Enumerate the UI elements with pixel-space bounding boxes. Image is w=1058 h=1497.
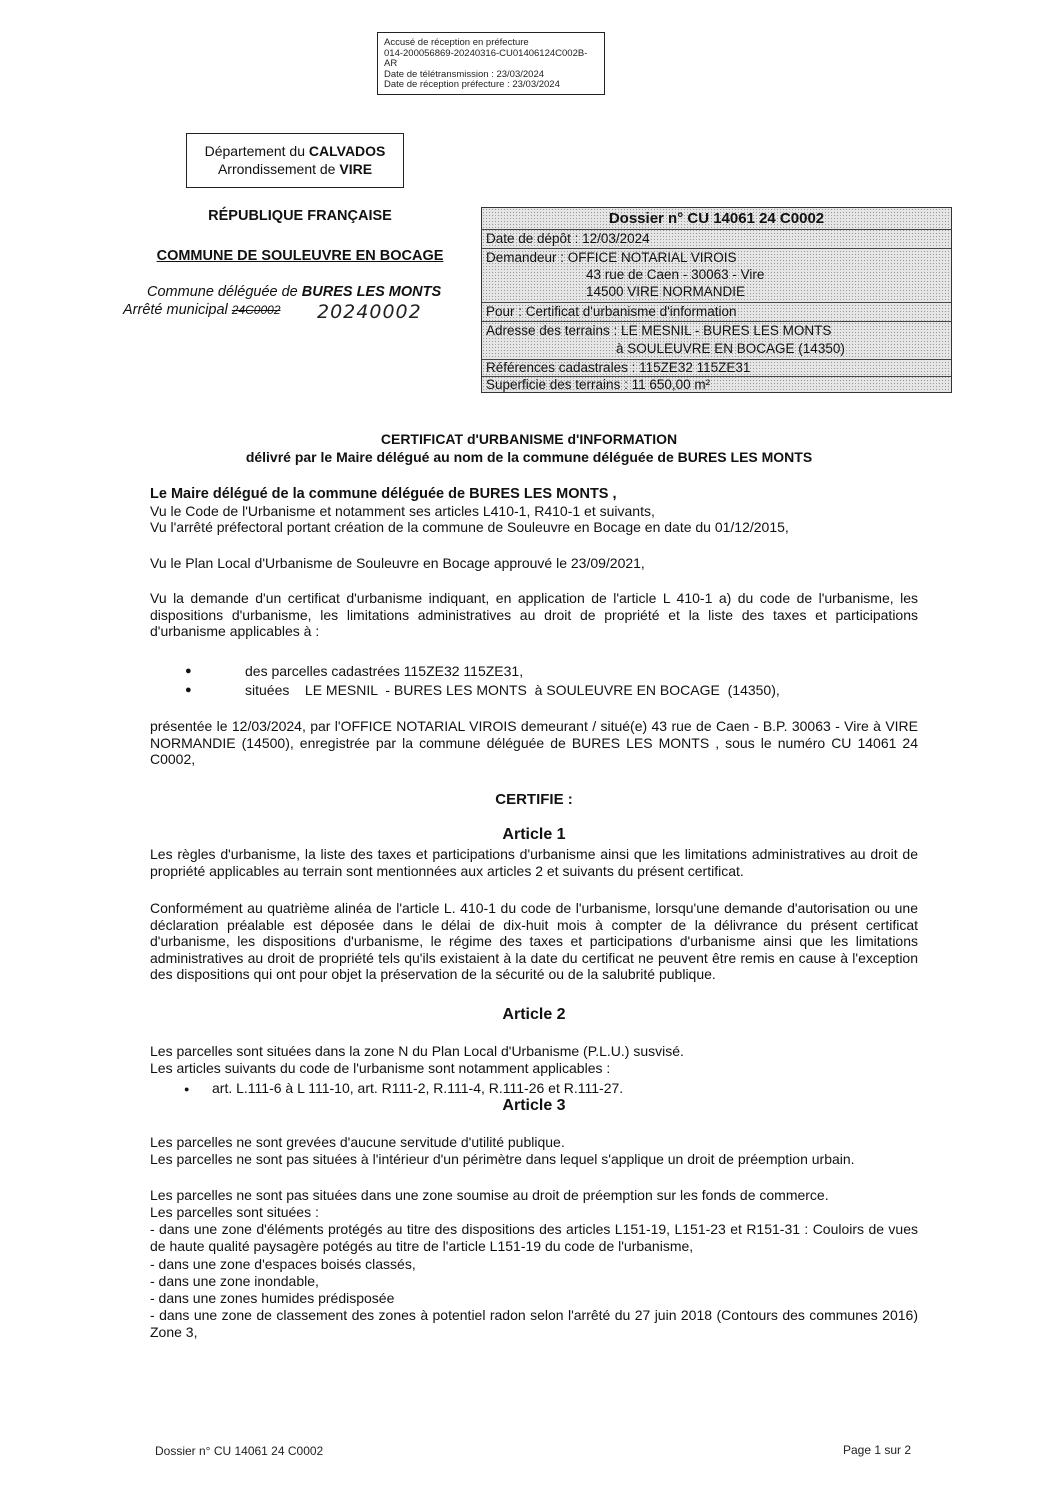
parcelles-bullet: des parcelles cadastrées 115ZE32 115ZE31, [245, 663, 524, 679]
arrete-municipal: Arrêté municipal 24C0002 [123, 302, 281, 318]
vu-demande: Vu la demande d'un certificat d'urbanisme indiquant, en application de l'article L 410-1 a) du code de l'urbanisme, les dispositions d'urbanisme, les limitations administratives au droit de propriété et la liste des taxes et participations d'urbanisme applicables à : [150, 590, 918, 639]
republique-heading: RÉPUBLIQUE FRANÇAISE [208, 208, 392, 224]
article-2-title: Article 2 [502, 1006, 566, 1023]
department-box [186, 133, 404, 188]
bullet-icon: ● [184, 1084, 190, 1094]
arrete-struck-number: 24C0002 [231, 303, 281, 317]
situees-bullet: situées LE MESNIL - BURES LES MONTS à SOULEUVRE EN BOCAGE (14350), [245, 682, 780, 698]
footer-dossier: Dossier n° CU 14061 24 C0002 [155, 1444, 324, 1458]
vu-plan-local: Vu le Plan Local d'Urbanisme de Souleuvre en Bocage approuvé le 23/09/2021, [150, 555, 645, 571]
dossier-adresse: Adresse des terrains : LE MESNIL - BURES LES MONTS à SOULEUVRE EN BOCAGE (14350) [482, 322, 951, 360]
vu-code-urbanisme: Vu le Code de l'Urbanisme et notamment ses articles L410-1, R410-1 et suivants, [150, 503, 655, 519]
arrete-handwritten-number: 20240002 [317, 301, 422, 323]
bullet-icon: ● [185, 684, 192, 696]
article-3-title: Article 3 [502, 1097, 566, 1114]
receipt-line-2: 014-200056869-20240316-CU01406124C002B-AR [384, 47, 588, 69]
article-3-line-6: - dans une zone d'espaces boisés classés, [150, 1256, 416, 1272]
department-line: Département du CALVADOS [204, 143, 386, 159]
dossier-box [481, 207, 952, 393]
commune-heading: COMMUNE DE SOULEUVRE EN BOCAGE [156, 248, 444, 264]
presentee-paragraph: présentée le 12/03/2024, par l'OFFICE NOTARIAL VIROIS demeurant / situé(e) 43 rue de Caen - B.P. 30063 - Vire à VIRE NORMANDIE (14500), enregistrée par la commune déléguée de BURES LES MONTS , sous le numéro CU 14061 24 C0002, [150, 718, 918, 767]
certificate-title: CERTIFICAT d'URBANISME d'INFORMATION [380, 431, 678, 447]
dossier-pour: Pour : Certificat d'urbanisme d'information [482, 303, 951, 322]
vu-arrete-prefectoral: Vu l'arrêté préfectoral portant création de la commune de Souleuvre en Bocage en date du 01/12/2015, [150, 519, 789, 535]
article-1-paragraph-1: Les règles d'urbanisme, la liste des taxes et participations d'urbanisme ainsi que les limitations administratives au droit de propriété applicables au terrain sont mentionnées aux articles 2 et suivants du présent certificat. [150, 846, 918, 879]
dossier-number: Dossier n° CU 14061 24 C0002 [482, 208, 951, 230]
receipt-line-4: Date de réception préfecture : 23/03/2024 [384, 79, 560, 90]
arrondissement-line: Arrondissement de VIRE [217, 161, 373, 177]
dossier-demandeur: Demandeur : OFFICE NOTARIAL VIROIS 43 rue de Caen - 30063 - Vire 14500 VIRE NORMANDIE [482, 249, 951, 303]
article-3-line-1: Les parcelles ne sont grevées d'aucune servitude d'utilité publique. [150, 1134, 565, 1150]
dossier-references: Références cadastrales : 115ZE32 115ZE31 [482, 360, 951, 377]
article-1-paragraph-2: Conformément au quatrième alinéa de l'article L. 410-1 du code de l'urbanisme, lorsqu'une demande d'autorisation ou une déclaration préalable est déposée dans le délai de dix-huit mois à compter de la délivrance du présent certificat d'urbanisme, les dispositions d'urbanisme, le régime des taxes et participations d'urbanisme ainsi que les limitations administratives au droit de propriété tels qu'ils existaient à la date du certificat ne peuvent être remis en cause à l'exception des dispositions qui ont pour objet la préservation de la sécurité ou de la salubrité publique. [150, 900, 918, 982]
commune-deleguee: Commune déléguée de BURES LES MONTS [147, 284, 442, 300]
article-3-line-8: - dans une zones humides prédisposée [150, 1290, 395, 1306]
certifie-heading: CERTIFIE : [495, 791, 573, 808]
certificate-subtitle: délivré par le Maire délégué au nom de la commune déléguée de BURES LES MONTS [245, 449, 813, 465]
receipt-line-3: Date de télétransmission : 23/03/2024 [384, 68, 545, 80]
dossier-date-depot: Date de dépôt : 12/03/2024 [482, 230, 951, 249]
article-3-line-2: Les parcelles ne sont pas situées à l'intérieur d'un périmètre dans lequel s'applique un droit de préemption urbain. [150, 1151, 855, 1167]
bullet-icon: ● [185, 665, 192, 677]
article-3-line-4: Les parcelles sont situées : [150, 1204, 319, 1220]
footer-page-number: Page 1 sur 2 [843, 1443, 912, 1457]
article-3-line-5: - dans une zone d'éléments protégés au titre des dispositions des articles L151-19, L151-23 et R151-31 : Couloirs de vues de haute qualité paysagère potégés au titre de l'article L151-19 du code de l'urbanisme, [150, 1221, 918, 1254]
article-2-bullet: art. L.111-6 à L 111-10, art. R111-2, R.111-4, R.111-26 et R.111-27. [212, 1080, 624, 1096]
article-2-paragraph-1: Les parcelles sont situées dans la zone N du Plan Local d'Urbanisme (P.L.U.) susvisé. [150, 1043, 684, 1059]
receipt-line-1: Accusé de réception en préfecture [384, 37, 529, 48]
article-2-paragraph-2: Les articles suivants du code de l'urbanisme sont notamment applicables : [150, 1060, 611, 1076]
maire-line: Le Maire délégué de la commune déléguée de BURES LES MONTS , [150, 486, 617, 502]
reception-stamp [377, 32, 605, 95]
article-1-title: Article 1 [502, 826, 566, 843]
article-3-line-7: - dans une zone inondable, [150, 1273, 319, 1289]
dossier-superficie: Superficie des terrains : 11 650,00 m² [486, 377, 711, 392]
article-3-line-3: Les parcelles ne sont pas situées dans une zone soumise au droit de préemption sur les fonds de commerce. [150, 1187, 829, 1203]
article-3-line-9: - dans une zone de classement des zones à potentiel radon selon l'arrêté du 27 juin 2018 (Contours des communes 2016) Zone 3, [150, 1307, 918, 1340]
